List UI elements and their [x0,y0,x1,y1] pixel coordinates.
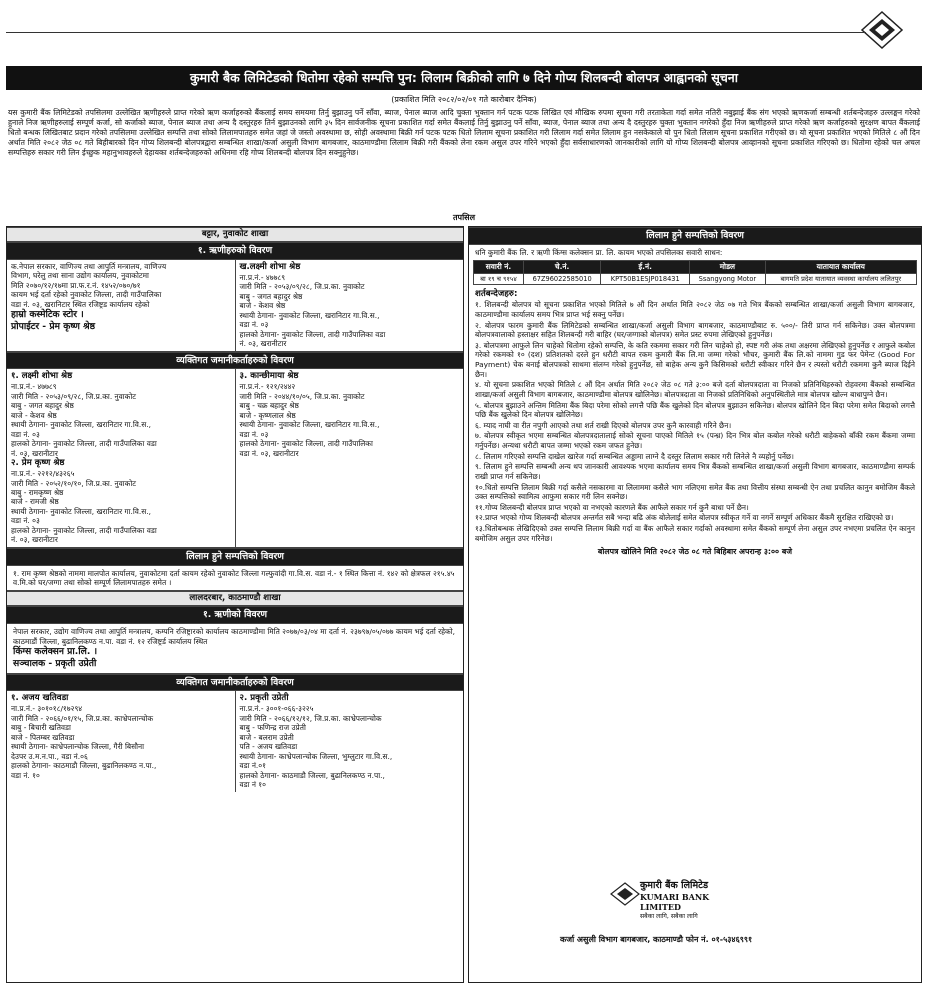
guarantor-col-right [235,691,464,791]
branch-heading-laldarbar: लालदरबार, काठमाण्डौ शाखा [7,591,463,606]
detail-line: बाजे - पितम्बर खतिवडा [11,732,75,742]
vehicle-table-header [474,261,917,273]
detail-line: वडा नं. ०३ [239,320,269,330]
detail-line: वडा नं. ०३, खरानीटार [239,448,299,458]
term-item: १०.धितो सम्पत्ति लिलाम बिक्री गर्दा कसैले नसकारमा वा लिलाममा कसैले भाग नलिएमा समेत बैंक तथा वित्तीय संस्था सम्बन्धी ऐन तथा प्रचलित कानुन बमोजिम बैंकले उक्त सम्पत्तिको स्वामित्व आफुमा सकार गरी लिन सक्नेछ। [475,482,915,502]
guarantor-heading: व्यक्तिगत जमानीकर्ताहरुको विवरण [7,674,463,692]
bank-tagline: सबैका लागि, सबैका लागि [640,912,698,920]
detail-line: पति - अजय खतिवडा [239,742,298,752]
detail-line: जारी मिति - २०६६/०१/१५, जि.प्र.का. काभ्रेपलान्चोक [11,713,154,723]
borrower-line: मिति २०७०/१२/१७मा प्रा.फ.र.नं. १४५२/०७०/७१ [11,280,141,290]
table-cell: KPT50B1ESJP018431 [601,273,690,284]
detail-line: ना.प्र.नं.- ४७७८९ [239,272,286,282]
guarantor-name: २. प्रकृती उप्रेती [239,693,289,704]
guarantor-name: २. प्रेम कृष्ण श्रेष्ठ [11,458,65,469]
detail-line: नं. ०३, खरानीटार [11,448,58,458]
borrower-person-name: ख.लक्ष्मी शोभा श्रेष्ठ [239,261,301,272]
detail-line: बाबु - फणिन्द्र राज उप्रेती [239,723,306,733]
borrower-heading: १. ऋणीको विवरण [7,606,463,624]
guarantor-col-left [7,691,235,791]
borrower-company-text: नेपाल सरकार, उद्योग वाणिज्य तथा आपुर्ति मन्त्रालय, कम्पनि रजिष्ट्रारको कार्यालय काठमाण्डौमा मिति २०७७/०३/०४ मा दर्ता नं. २३७९७/०५/०७७ कायम भई दर्ता रहेको, काठमाडौं जिल्ला, बुढानिलकण्ठ न.पा. वडा नं. १२ रजिष्ट्रर्ड कार्यालय स्थित [13,627,455,646]
detail-line: बाजे - कृष्णलाल श्रेष्ठ [239,410,296,420]
guarantor-name: ३. कान्छीमाया श्रेष्ठ [239,371,299,382]
detail-line: ना.प्र.नं.- १२१/२४४२ [239,382,296,392]
term-item: ७. बोलपत्र स्वीकृत भएमा सम्बन्धित बोलपत्रदातालाई सोको सूचना पाएको मितिले १५ (पन्ध्र) दिन भित्र बोल कबोल गरेको धरौटी बाहेकको बाँकी रकम बैंकमा जम्मा गर्नुपर्नेछ। अन्यथा धरौटी बापत जम्मा भएको रकम जफत हुनेछ। [475,431,915,451]
bank-name-nepali: कुमारी बैंक लिमिटेड [640,880,709,891]
property-description: १. राम कृष्ण श्रेष्ठको नाममा मालपोत कार्यालय, नुवाकोटमा दर्ता कायम रहेको नुवाकोट जिल्ला गल्फुवांदी गा.वि.स. वडा नं.- १ स्थित कित्ता नं. १४२ को क्षेत्रफल २१५.४५ व.मि.को घर/जग्गा तथा सोको सम्पूर्ण लिलामपातहरु समेत । [7,566,463,592]
guarantor-details [7,691,463,791]
term-item: ११.गोप्य शिलबन्दी बोलपत्र प्राप्त भएको वा नभएको कारणले बैंक आफैले सकार गर्न कुनै बाधा पर्ने छैन। [475,502,749,512]
vehicle-table [473,260,917,285]
contact-info: कर्जा असुली विभाग बागबजार, काठमाण्डौ फोन नं. ०१-५३४६९९१ [560,935,753,944]
bank-name-english: KUMARI BANK LIMITED [640,892,710,913]
term-item: ८. लिलाम गरिएको सम्पत्ति दाखेल खारेज गर्दा सम्बन्धित अड्डामा लाग्ने दै दस्तुर लिलाम सकार गरी लिनेले नै व्यहोर्नु पर्नेछ। [475,451,794,461]
detail-line: जारी मिति - २०४४/१०/०५, जि.प्र.का. नुवाकोट [239,391,365,401]
detail-line: वडा नं. १० [11,770,40,780]
col-header: चे.नं. [524,261,601,273]
detail-line: हालको ठेगाना- नुवाकोट जिल्ला, तादी गाउँपालिका वडा [11,439,157,449]
borrower-company [7,624,463,673]
top-rule [6,32,866,33]
terms-list [469,287,921,559]
annex-label: तपसिल [452,213,475,222]
director-name: सञ्चालक - प्रकृती उप्रेती [13,657,97,669]
bid-opening-note: बोलपत्र खोलिने मिति २०८२ जेठ ०८ गते बिहिबार अपरान्ह ३:०० बजे [597,547,793,557]
vehicle-table-wrap [469,260,921,287]
term-item: १३.धितोबन्धक लेखिदिएको उक्त सम्पत्ति लिलाम बिक्री गर्दा वा बैंक आफैले सकार गर्दाको अवस्थामा समेत बैंकको सम्पूर्ण लेना असुल उपर नभएमा प्रचलित ऐन कानुन बमोजिम असुल उपर गरिनेछ। [475,524,915,543]
borrower-firm [7,260,235,351]
guarantor-name: १. लक्ष्मी शोभा श्रेष्ठ [11,371,73,382]
publication-date: (प्रकाशित मिति २०८२/०२/०१ गते कारोबार दैनिक) [391,95,537,104]
borrower-person [235,260,464,351]
borrower-details [7,260,463,352]
notice-intro: यस कुमारी बैंक लिमिटेडको तपसिलमा उल्लेखित ऋणीहरुले प्राप्त गरेको ऋण कर्जाहरुको बैंकलाई समय समयमा तिर्नु बुझाउनु पर्ने साँवा, ब्याज, पेनाल ब्याज आदि चुक्ता भुक्तान गर्न पटक पटक लिखित एवं मौखिक रुपमा सूचना गरी तरताकेता गर्दा समेत नतिरी नबुझाई बैंक संग भएको ऋणकर्जा सम्बन्धी शर्तबन्देजहरु उल्लङ्घन गरेको हुनाले निज ऋणीहरुलाई सम्पूर्ण कर्जा, सो कर्जाको ब्याज, पेनाल ब्याज तथा अन्य दै दस्तुरहरु तिर्न बुझाउनको लागि ३५ दिन सार्वजनीक सूचना प्रकाशित गर्दा समेत बैंकलाई तिर्नु बुझाउनु पर्ने साँवा, ब्याज, पेनाल ब्याज तथा अन्य दै दस्तुरहरु चुक्ता भुक्तान नगरेको हुँदा निज ऋणीहरुले प्राप्त गरेको ऋण कर्जाहरुको सुरक्षण बापत बैंकलाई धितो बन्धक लिखितबाट प्रदान गरेको तपसिलमा उल्लेखित सम्पत्ति तथा सोको लिलामपातहरु समेत जहां जे जस्तो अवस्थामा छ, सोही अवस्थामा बिक्री गर्न पटक पटक धितो लिलाम सूचना प्रकाशित गरी लिलाम गर्दा समेत लिलाम हुन नसकेकाले यो पुन धितो लिलाम सूचना प्रकाशित गरीएको छ। यो सूचना प्रकाशित भएको मितिले ८ औं दिन अर्थात मिति २०८२ जेठ ०८ गते बिहीबारको दिन गोप्य शिलबन्दी बोलपत्रद्वारा सम्बन्धित शाखा/कर्जा असुली विभाग बागबजार, काठमाण्डौमा लिलाम बिक्री गरी बैंकको लेना रकम असुल उपर गरिने भएको हुँदा सर्वसाधारणको जानकारीको लागि यो गोप्य शिलबन्दी बोलपत्र आव्हानको सूचना प्रकाशित गरिएको छ। धितोमा रहेको चल अचल सम्पत्तिहरु सकार गरी लिन ईच्छुक महानुभावहरुले देहायका शर्तबन्देजहरुको अधिनमा रहि गोप्य शिलबन्दी बोलपत्र दिन सक्नुहुनेछ। [8,108,920,158]
col-header: यातायात कार्यालय [765,261,916,273]
property-heading: लिलाम हुने सम्पत्तिको विवरण [7,548,463,566]
vehicle-intro: धनि कुमारी बैंक लि. र ऋणी किंग्स कलेक्सन प्रा. लि. कायम भएको तपसिलका सवारी साधन: [475,247,723,257]
property-heading: लिलाम हुने सम्पत्तिको विवरण [469,227,921,245]
terms-heading: शर्तबन्देजहरु: [475,289,518,300]
guarantor-heading: व्यक्तिगत जमानीकर्ताहरुको विवरण [7,352,463,370]
detail-line: स्थायी ठेगाना- नुवाकोट जिल्ला, खरानिटार गा.वि.स., [11,420,151,430]
detail-line: हालको ठेगाना- काठमाडौ जिल्ला, बुढानिलकण्ठ न.पा., [239,770,385,780]
detail-line: वडा नं.०१ [239,761,266,771]
detail-line: जारी मिति - २०५३/०९/२८, जि.प्र.का. नुवाकोट [239,282,365,292]
detail-line: वडा नं १० [239,780,266,790]
col-header: सवारी नं. [474,261,524,273]
guarantor-name: १. अजय खतिवडा [11,693,69,704]
detail-line: हालको ठेगाना- काठमाडौ जिल्ला, बुढानिलकण्ठ न.पा., [11,761,157,771]
detail-line: स्थायी ठेगाना- नुवाकोट जिल्ला, खरानिटार गा.वि.स., [239,420,380,430]
detail-line: हालको ठेगाना- नुवाकोट जिल्ला, तादी गाउँपालिका [239,439,373,449]
borrower-line: कायम भई दर्ता रहेको नुवाकोट जिल्ला, तादी गाउँपालिका [11,290,162,300]
left-column [6,226,464,983]
detail-line: स्थायी ठेगाना- काभ्रेपलान्चोक जिल्ला, भुम्लुटार गा.वि.स., [239,751,393,761]
table-cell: बा १९ च ९१५४ [474,273,524,284]
guarantor-col-left [7,369,235,547]
detail-line: ना.प्र.नं.- २२१२/४३२६५ [11,469,75,479]
table-row [474,273,917,284]
col-header: मोडल [690,261,765,273]
detail-line: नं. ०३, खरानीटार [11,535,58,545]
term-item: १२.प्राप्त भएको गोप्य शिलबन्दी बोलपत्र अन्तर्गत सबै भन्दा बढि अंक बोलेलाई समेत बोलपत्र स्वीकृत गर्ने वा नगर्ने सम्पूर्ण अधिकार बैंकमै सुरक्षित राखिएको छ। [475,513,894,523]
borrower-heading: १. ऋणीहरुको विवरण [7,242,463,260]
term-item: ९. लिलाम हुने सम्पत्ति सम्बन्धी अन्य थप जानकारी आवश्यक भएमा कार्यालय समय भित्र बैंकको सम्बन्धित शाखा/कर्जा असुली विभाग बागबजार, काठमाण्डौमा सम्पर्क राखी प्राप्त गर्न सकिनेछ। [475,462,915,481]
detail-line: बाबु - जगत बहादुर श्रेष्ठ [239,291,303,301]
guarantor-col-right [235,369,464,547]
table-cell: Ssangyong Motor [690,273,765,284]
guarantor-details [7,369,463,548]
detail-line: बाबु - चक्र बहादुर श्रेष्ठ [239,401,299,411]
detail-line: बाबु - रामकृष्ण श्रेष्ठ [11,487,64,497]
term-item: ३. बोलपत्रमा आफुले लिन चाहेको धितोमा रहेको सम्पत्ति, के कति रकममा सकार गरी लिन चाहेको हो, स्पष्ट गरी अंक तथा अक्षरमा लेखिएको हुनुपर्नेछ र आफुले कबोल गरेको रकमको १० (दश) प्रतिशतको दरले हुन धरौटी बापत रकम कुमारी बैंक लि.मा जम्मा गरेको भौचर, कुमारी बैंक लि.को नाममा गुड फर पेमेन्ट (Good For Payment) चेक बनाई बोलपत्रको साथमा संलग्न गरेको हुनुपर्नेछ, सो बाहेक अन्य कुनै किसिमको धरौटी स्वीकार गरिने छैन र त्यस्तो धरौटी रकममा कुनै ब्याज दिईने छैन। [475,340,915,379]
term-item: १. शिलबन्दी बोलपत्र यो सूचना प्रकाशित भएको मितिले ७ औं दिन अर्थात मिति २०८२ जेठ ०७ गते भित्र बैंकको सम्बन्धित शाखा/कर्जा असुली विभाग बागबजार, काठमाण्डौमा कार्यालय समय भित्र प्राप्त भई सक्नु पर्नेछ। [475,300,915,319]
detail-line: बाजे - बलराम उप्रेती [239,732,294,742]
detail-line: जारी मिति - २०५२/१०/१०, जि.प्र.का. नुवाकोट [11,478,136,488]
detail-line: बाजे - केशव श्रेष्ठ [239,301,286,311]
borrower-line: वडा नं. ०३, खरानिटार स्थित रजिष्ट्रड कार्यालय रहेको [11,299,150,309]
term-item: ४. यो सूचना प्रकाशित भएको मितिले ८ औं दिन अर्थात मिति २०८२ जेठ ०८ गते ३:०० बजे दर्ता बोलपत्रदाता वा निजको प्रतिनिधिहरुको रोहवरमा बैंकको सम्बन्धित शाखा/कर्जा असुली विभाग बागबजार, काठमाण्डौमा बोलपत्र खोलिनेछ। बोलपत्रदाता वा निजको प्रतिनिधिको अनुपस्थितीले मात्र बोलपत्र खोल्न बाधापुग्ने छैन। [475,380,915,399]
bank-signature-block [640,880,740,921]
detail-line: बाबु - बिचारी खतिवडा [11,723,71,733]
term-item: ६. म्याद नाघी वा रीत नपुगी आएको तथा शर्त राखी दिएको बोलपत्र उपर कुनै कारवाही गरिने छैन। [475,420,732,430]
notice-title: कुमारी बैक लिमिटेडको धितोमा रहेको सम्पत्ति पुन: लिलाम बिक्रीको लागि ७ दिने गोप्य शिलबन्दी बोलपत्र आह्वानको सूचना [6,66,922,90]
detail-line: जारी मिति - २०५३/०९/२८, जि.प्र.का. नुवाकोट [11,391,136,401]
detail-line: स्थायी ठेगाना- काभ्रेपलान्चोक जिल्ला, गैरी बिसौना [11,742,145,752]
detail-line: बाजे - केशव श्रेष्ठ [11,410,57,420]
detail-line: नं. ०३, खरानीटार [239,339,287,349]
detail-line: वडा नं. ०३ [11,516,40,526]
detail-line: बाजे - रामजी श्रेष्ठ [11,497,59,507]
borrower-company-name: किंग्स कलेक्सन प्रा.लि. । [13,646,98,658]
proprietor-name: प्रोपाईटर - प्रेम कृष्ण श्रेष्ठ [11,320,96,332]
bank-logo-icon [860,10,904,50]
term-item: ५. बोलपत्र बुझाउने अन्तिम मितिमा बैंक बिदा परेमा सोको लगत्तै पछि बैंक खुलेको दिन बोलपत्र बुझाउन सकिनेछ। बोलपत्र खोलिने दिन बिदा परेमा समेत बिदाको लगत्तै पछि बैंक खुलेको दिन बोलपत्र खोलिनेछ। [475,400,915,420]
col-header: ई.नं. [601,261,690,273]
detail-line: बाबु - जगत बहादुर श्रेष्ठ [11,401,74,411]
borrower-line: विभाग, घरेलु तथा साना उद्योग कार्यालय, नुवाकोटमा [11,271,149,281]
detail-line: देउपर उ.म.न.पा., वडा नं.०६ [11,751,88,761]
detail-line: जारी मिति - २०६६/१२/१२, जि.प्र.का. काभ्रेपलान्चोक [239,713,382,723]
detail-line: स्थायी ठेगाना- नुवाकोट जिल्ला, खरानिटार गा.वि.स., [11,506,151,516]
table-cell: 67Z96022585010 [524,273,601,284]
bank-logo-icon [610,882,640,906]
detail-line: ना.प्र.नं.- ४७७८९ [11,382,57,392]
detail-line: ना.प्र.नं.- ३०१०१८/१७२९४ [11,704,83,714]
right-column [468,226,922,983]
table-cell: बागमति प्रदेश यातायात व्यवस्था कार्यालय ललितपुर [765,273,916,284]
detail-line: हालको ठेगाना- नुवाकोट जिल्ला, तादी गाउँपालिका वडा [239,329,386,339]
detail-line: वडा नं. ०३ [239,429,269,439]
detail-line: ना.प्र.नं.- ३००१-०६६-३२२५ [239,704,314,714]
borrower-line: क.नेपाल सरकार, वाणिज्य तथा आपुर्ति मन्त्रालय, वाणिज्य [11,261,167,271]
branch-heading-battar: बट्टार, नुवाकोट शाखा [7,227,463,242]
detail-line: हालको ठेगाना- नुवाकोट जिल्ला, तादी गाउँपालिका वडा [11,525,157,535]
detail-line: स्थायी ठेगाना- नुवाकोट जिल्ला, खरानिटार गा.वि.स., [239,310,380,320]
borrower-firm-name: हाम्रो कस्मेटिक स्टोर । [11,309,84,321]
detail-line: वडा नं. ०३ [11,429,40,439]
term-item: २. बोलपत्र फारम कुमारी बैंक लिमिटेडको सम्बन्धित शाखा/कर्जा असुली विभाग बागबजार, काठमाण्डौबाट रु. ५००/- तिरी प्राप्त गर्न सकिनेछ। उक्त बोलपत्रमा बोलपत्रवालाको हस्ताक्षर सहित शिलबन्दी गरी बाहिर (घर/जग्गाको बोलपत्र) समेत प्रस्ट रुपमा लेखिएको हुनुपर्नेछ। [475,320,915,340]
